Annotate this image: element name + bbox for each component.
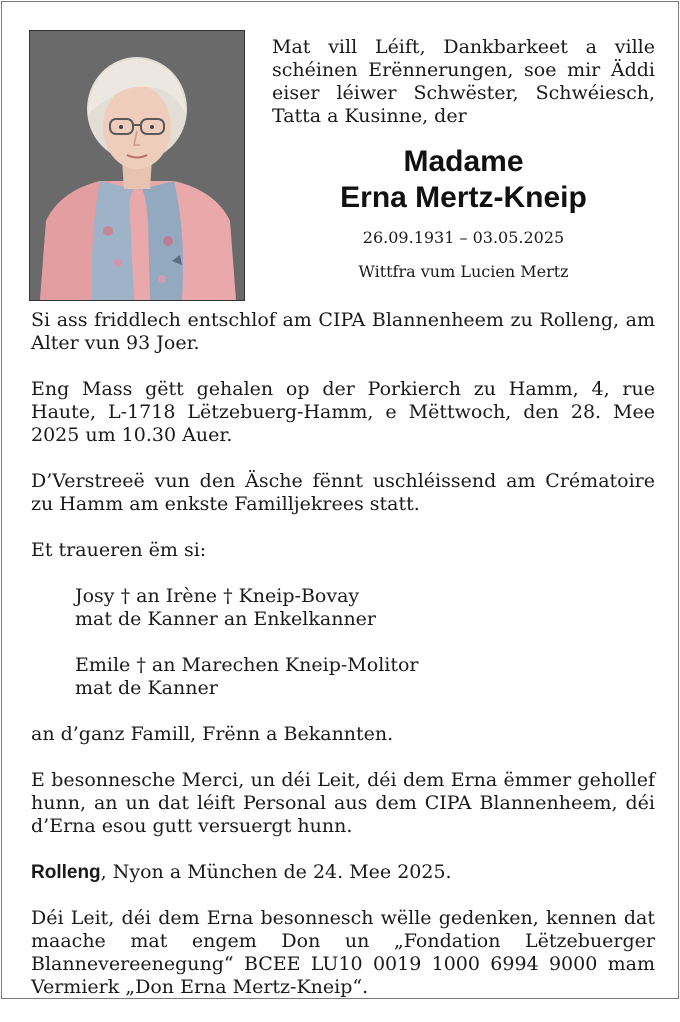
portrait-illustration <box>30 31 244 300</box>
death-paragraph: Si ass friddlech entschlof am CIPA Blannenheem zu Rolleng, am Alter vun 93 Joer. <box>31 309 655 354</box>
portrait-photo <box>29 30 245 301</box>
intro-text: Mat vill Léift, Dankbarkeet a ville schéinen Erënnerungen, soe mir Äddi eiser léiwer Schwëster, Schwéiesch, Tatta a Kusinne, der <box>272 36 655 127</box>
thanks-paragraph: E besonnesche Merci, un déi Leit, déi dem Erna ëmmer gehollef hunn, an un dat léift Personal aus dem CIPA Blannenheem, déi d’Erna esou gutt versuergt hunn. <box>31 769 655 837</box>
mass-paragraph: Eng Mass gëtt gehalen op der Porkierch zu Hamm, 4, rue Haute, L-1718 Lëtzebuerg-Hamm, e Mëttwoch, den 28. Mee 2025 um 10.30 Auer. <box>31 378 655 446</box>
mourner-descendants: mat de Kanner an Enkelkanner <box>75 608 377 630</box>
ashes-paragraph: D’Verstreeë vun den Äsche fënnt uschléissend am Crématoire zu Hamm am enkste Familljekrees statt. <box>31 470 655 515</box>
place-date-rest: , Nyon a München de 24. Mee 2025. <box>100 861 452 883</box>
place-date-line <box>31 861 655 884</box>
mourner-descendants: mat de Kanner <box>75 677 218 699</box>
obituary-notice <box>1 1 679 999</box>
life-dates: 26.09.1931 – 03.05.2025 <box>362 228 565 247</box>
name-block <box>272 144 655 282</box>
mourning-intro: Et traueren ëm si: <box>31 539 207 561</box>
mourner-names: Emile † an Marechen Kneip-Molitor <box>75 654 419 676</box>
mourner-group <box>75 654 655 700</box>
mourner-names: Josy † an Irène † Kneip-Bovay <box>75 585 360 607</box>
relation-line: Wittfra vum Lucien Mertz <box>358 262 569 281</box>
donation-paragraph: Déi Leit, déi dem Erna besonnesch wëlle gedenken, kennen dat maache mat engem Don un „Fondation Lëtzebuerger Blannevereenegung“ BCEE LU10 0019 1000 6994 9000 mam Vermierk „Don Erna Mertz-Kneip“. <box>31 907 655 998</box>
deceased-name: Erna Mertz-Kneip <box>340 181 587 214</box>
others-paragraph: an d’ganz Famill, Frënn a Bekannten. <box>31 723 394 745</box>
mourners-list <box>75 585 655 700</box>
place-name: Rolleng <box>31 862 101 883</box>
notice-body <box>31 309 655 1022</box>
honorific: Madame <box>403 145 524 178</box>
mourner-group <box>75 585 655 631</box>
